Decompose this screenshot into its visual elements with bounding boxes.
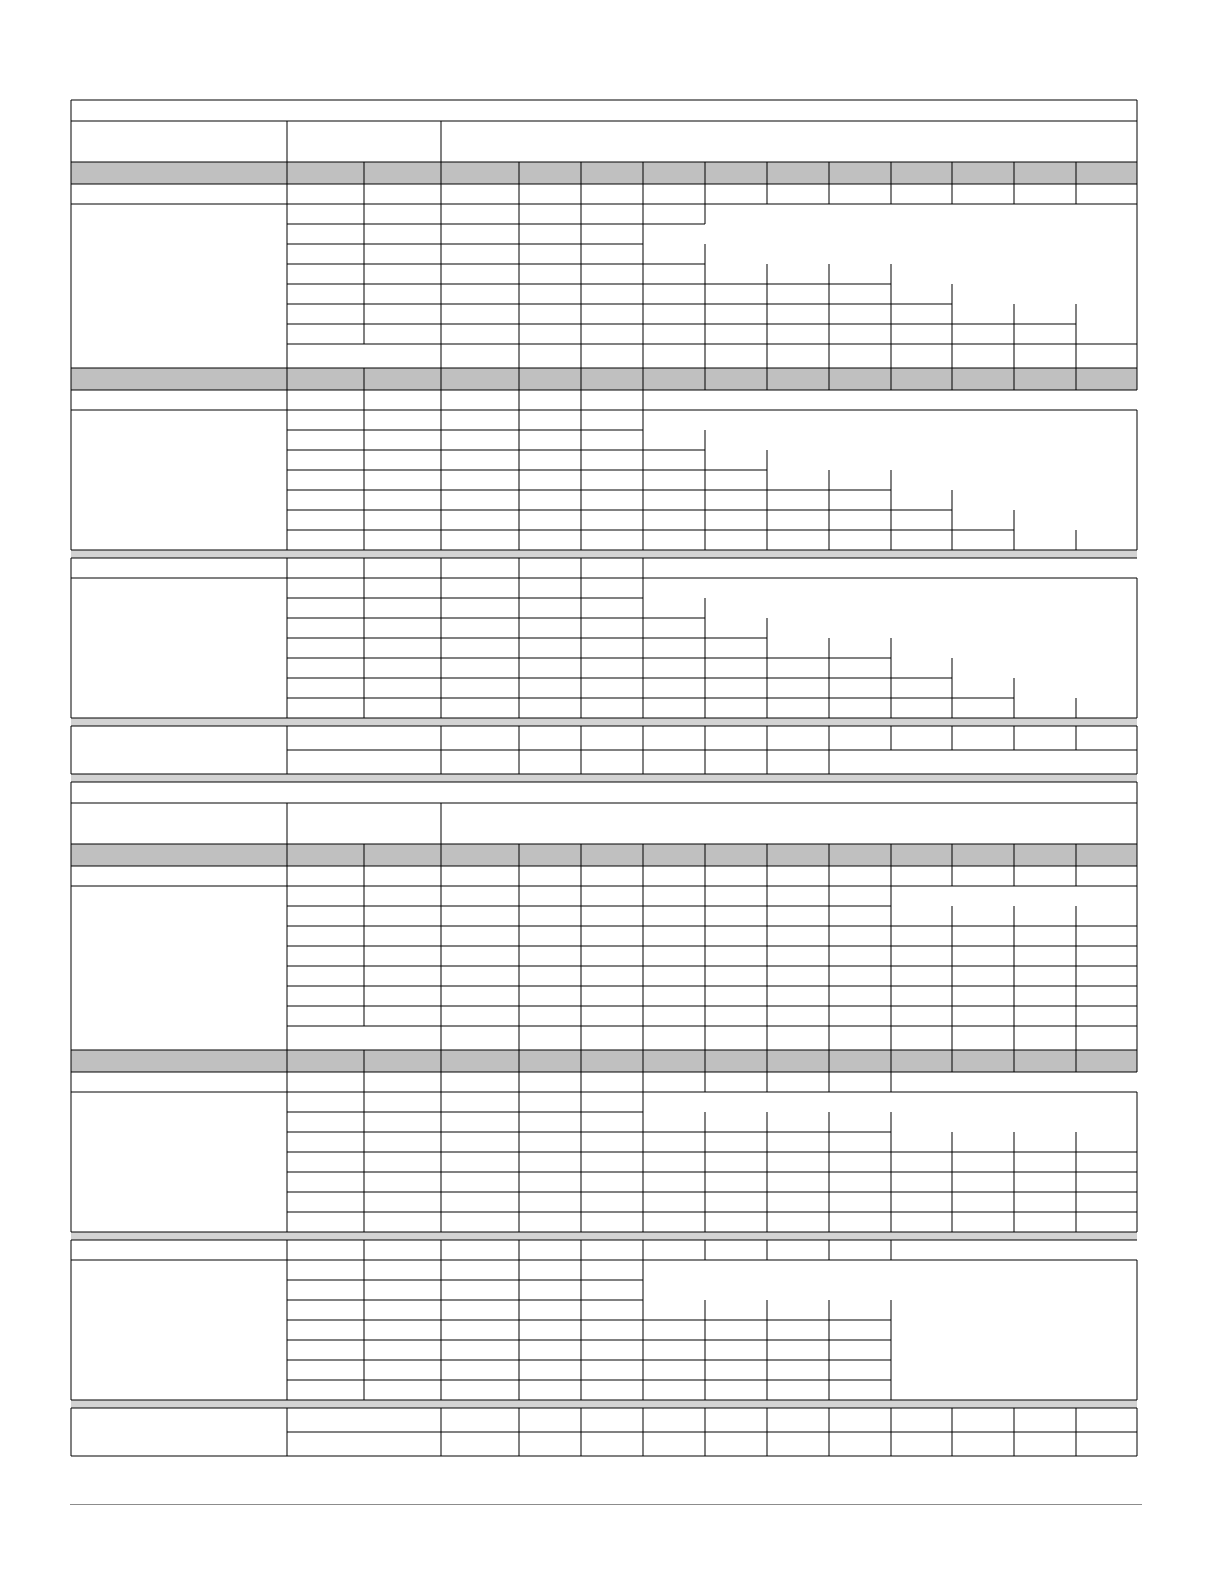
section-1-separator-5 <box>71 550 1137 558</box>
section-2-header-bar-3 <box>71 1050 1137 1072</box>
page-footer-rule <box>70 1504 1142 1505</box>
section-2-separator-7 <box>71 1400 1137 1408</box>
section-1-header-bar-3 <box>71 368 1137 390</box>
section-break <box>71 774 1137 782</box>
section-2-separator-5 <box>71 1232 1137 1240</box>
section-1-header-bar-1 <box>71 162 1137 184</box>
section-1-separator-7 <box>71 718 1137 726</box>
section-2-header-bar-1 <box>71 844 1137 866</box>
